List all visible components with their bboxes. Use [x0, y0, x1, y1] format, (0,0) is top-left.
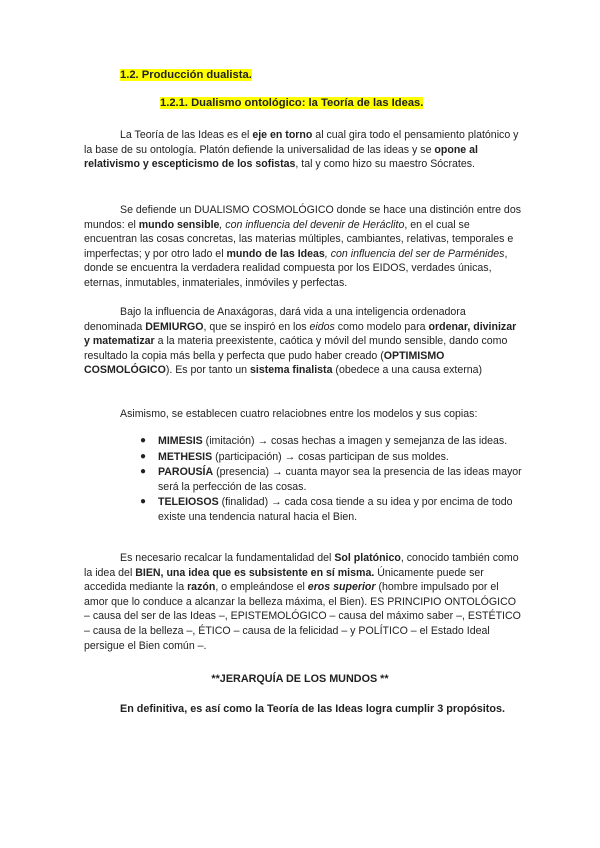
bold-text: TELEIOSOS	[158, 496, 219, 509]
text: , tal y como hizo su maestro Sócrates.	[295, 158, 475, 171]
text: como modelo para	[334, 320, 429, 333]
text: (finalidad) → cada cosa tiende a su idea y por encima de todo existe una tendencia natural hacia el Bien.	[158, 496, 513, 523]
paragraph-dualism	[84, 203, 522, 291]
text: , en el cual se encuentran las cosas concretas, las materias múltiples, cambiantes, relativas, temporales e imperfectas; y por otro lado el	[84, 218, 514, 260]
italic-text: , con influencia del ser de Parménides	[324, 247, 505, 260]
conclusion-paragraph: En definitiva, es así como la Teoría de las Ideas logra cumplir 3 propósitos.	[120, 703, 506, 715]
bullet-icon: ●	[140, 496, 147, 508]
bullet-icon: ●	[140, 450, 147, 462]
bold-text: mundo de las Ideas	[226, 247, 325, 260]
text: al cual gira todo el pensamiento platónico y la base de su ontología. Platón defiende la universalidad de las ideas y se	[84, 129, 519, 156]
text: ). Es por tanto un	[165, 364, 251, 377]
list-item	[140, 450, 526, 465]
text: (imitación) → cosas hechas a imagen y semejanza de las ideas.	[202, 435, 508, 447]
bold-text: BIEN, una idea que es subsistente en sí misma.	[135, 566, 375, 579]
bold-text: ordenar, divinizar y matematizar	[84, 320, 517, 348]
list-item	[140, 434, 526, 449]
bold-italic-text: eros superior	[307, 581, 376, 594]
text: (presencia) → cuanta mayor sea la presencia de las ideas mayor será la perfección de las cosas.	[158, 466, 522, 493]
bold-text: OPTIMISMO COSMOLÓGICO	[84, 349, 445, 377]
text: Se defiende un DUALISMO COSMOLÓGICO donde se hace una distinción entre dos mundos: el	[84, 204, 522, 231]
bold-text: razón	[187, 581, 216, 594]
text: Únicamente puede ser accedida mediante la	[84, 566, 484, 594]
list-item	[140, 495, 526, 524]
text: a la materia preexistente, caótica y móvil del mundo sensible, dando como resultado la copia más bella y perfecta que pudo haber creado (	[84, 335, 508, 362]
text: La Teoría de las Ideas es el	[120, 129, 253, 141]
text: (hombre impulsado por el amor que lo conduce a alcanzar la belleza máxima, el Bien). ES PRINCIPIO ONTOLÓGICO – causa del ser de las Ideas –, EPISTEMOLÓGICO – causa del máximo saber –, ESTÉTICO – causa de la belleza –, ÉTICO – causa de la felicidad – y POLÍTICO – el Estado Ideal persigue el Bien común –.	[84, 581, 521, 652]
bullet-icon: ●	[140, 466, 147, 478]
section-heading-text: 1.2. Producción dualista.	[120, 69, 252, 81]
hierarchy-heading: **JERARQUÍA DE LOS MUNDOS **	[211, 673, 389, 685]
text: (participación) → cosas participan de sus moldes.	[212, 450, 449, 463]
paragraph-demiurgo	[84, 305, 522, 378]
italic-text: , con influencia del devenir de Heráclito	[219, 218, 405, 231]
bold-text: MIMESIS	[158, 435, 203, 447]
list-item	[140, 465, 526, 494]
paragraph-sol-platonico	[84, 551, 522, 653]
section-heading	[120, 69, 252, 81]
bullet-icon: ●	[140, 435, 147, 446]
text: , que se inspiró en los	[203, 320, 310, 333]
text: , o empleándose el	[215, 581, 308, 594]
bold-text: mundo sensible	[138, 218, 220, 231]
paragraph-relations-intro: Asimismo, se establecen cuatro relaciobnes entre los modelos y sus copias:	[120, 408, 478, 420]
bold-text: METHESIS	[158, 450, 213, 463]
text: Bajo la influencia de Anaxágoras, dará vida a una inteligencia ordenadora denominada	[84, 306, 466, 333]
text: , donde se encuentra la verdadera realidad compuesta por los EIDOS, verdades únicas, eternas, inmutables, inmateriales, inmóviles y perfectas.	[84, 247, 508, 289]
bold-text: DEMIURGO	[145, 320, 204, 333]
bold-text: eje en torno	[252, 129, 313, 141]
relations-list	[140, 434, 526, 526]
subsection-heading	[160, 97, 423, 109]
paragraph-theory-intro	[84, 128, 522, 172]
text: , conocido también como la idea del	[84, 552, 519, 579]
bold-text: PAROUSÍA	[158, 466, 214, 479]
text: Es necesario recalcar la fundamentalidad del	[120, 552, 335, 564]
subsection-heading-text: 1.2.1. Dualismo ontológico: la Teoría de las Ideas.	[160, 97, 424, 109]
text: (obedece a una causa externa)	[332, 364, 483, 377]
bold-text: opone al relativismo y escepticismo de los sofistas	[84, 143, 478, 171]
bold-text: sistema finalista	[250, 364, 333, 377]
bold-text: Sol platónico	[334, 552, 401, 564]
italic-text: eidos	[309, 320, 335, 333]
